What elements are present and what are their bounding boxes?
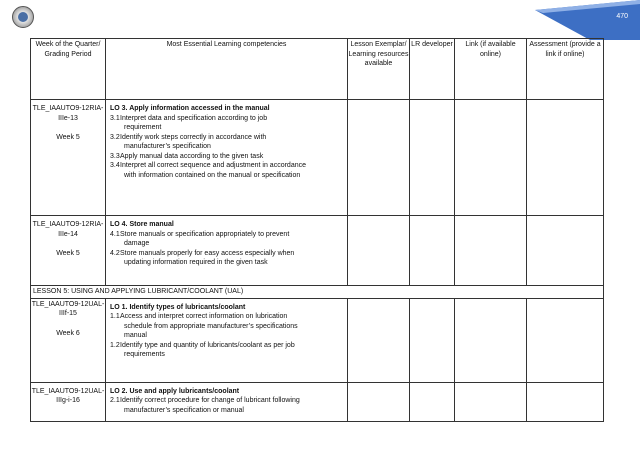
table-row (31, 100, 604, 216)
item-text-cont: updating information required in the given task (124, 259, 268, 266)
item-number: 3.1 (110, 114, 120, 122)
code-cell (31, 382, 106, 421)
lesson-cell (348, 216, 410, 286)
item-text: Identify work steps correctly in accordance with (120, 133, 267, 141)
table-row (31, 382, 604, 421)
item-text: Identify correct procedure for change of lubricant following (120, 397, 300, 404)
list-item (110, 230, 343, 249)
item-text-cont: manufacturer’s specification (124, 143, 211, 150)
item-text-cont: schedule from appropriate manufacturer’s specifications (124, 322, 298, 330)
item-number: 3.2 (110, 133, 120, 141)
item-text: Access and interpret correct information on lubrication (120, 313, 288, 320)
assessment-cell (527, 100, 604, 216)
lesson-cell (348, 298, 410, 382)
deped-seal-logo (12, 6, 34, 28)
assessment-cell (527, 216, 604, 286)
item-number: 4.2 (110, 249, 120, 257)
item-text: Interpret data and specification according to job (120, 114, 268, 122)
lesson-row (31, 286, 604, 299)
week-label: Week 6 (56, 329, 80, 337)
link-cell (455, 382, 527, 421)
item-number: 1.1 (110, 313, 120, 320)
list-item (110, 312, 343, 341)
header-link: Link (if available online) (455, 39, 527, 100)
list-item (110, 341, 343, 360)
list-item (110, 152, 343, 162)
list-item (110, 114, 343, 133)
list-item (110, 396, 343, 415)
lo-title: LO 2. Use and apply lubricants/coolant (110, 387, 240, 395)
item-text: Store manuals or specification appropriately to prevent (120, 230, 290, 238)
item-text: Interpret all correct sequence and adjustment in accordance (120, 162, 306, 169)
list-item (110, 249, 343, 268)
lr-cell (410, 382, 455, 421)
lo-title: LO 1. Identify types of lubricants/coolant (110, 303, 246, 311)
assessment-cell (527, 298, 604, 382)
link-cell (455, 216, 527, 286)
item-text: Identify type and quantity of lubricants/coolant as per job (120, 341, 295, 349)
header-row (31, 39, 604, 100)
list-item (110, 161, 343, 180)
header-week: Week of the Quarter/ Grading Period (31, 39, 106, 100)
header-assessment: Assessment (provide a link if online) (527, 39, 604, 100)
link-cell (455, 298, 527, 382)
lesson-cell (348, 382, 410, 421)
page-number: 470 (616, 13, 628, 20)
item-number: 2.1 (110, 397, 120, 404)
corner-banner (535, 0, 640, 40)
item-number: 1.2 (110, 341, 120, 349)
lr-cell (410, 298, 455, 382)
week-label: Week 5 (56, 134, 80, 141)
competency-code: TLE_IAAUTO9-12UAL-IIIg-i-16 (31, 387, 105, 404)
header-lesson-exemplar: Lesson Exemplar/ Learning resources available (348, 39, 410, 100)
code-cell (31, 298, 106, 382)
competency-cell (106, 100, 348, 216)
assessment-cell (527, 382, 604, 421)
link-cell (455, 100, 527, 216)
item-text: Store manuals properly for easy access especially when (120, 249, 295, 257)
week-label: Week 5 (56, 250, 80, 257)
lr-cell (410, 100, 455, 216)
item-number: 3.4 (110, 162, 120, 169)
table-row (31, 298, 604, 382)
competency-cell (106, 382, 348, 421)
item-text-cont: requirement (124, 124, 162, 131)
competency-code: TLE_IAAUTO9-12RIA-IIIe-14 (32, 221, 104, 238)
competency-code: TLE_IAAUTO9-12RIA-IIIe-13 (32, 105, 104, 122)
table-row (31, 216, 604, 286)
mel-table (30, 38, 604, 422)
lo-title: LO 3. Apply information accessed in the manual (110, 105, 270, 112)
competency-code: TLE_IAAUTO9-12UAL-IIIf-15 (31, 300, 105, 317)
competency-cell (106, 216, 348, 286)
item-text: Apply manual data according to the given task (120, 152, 264, 160)
item-number: 4.1 (110, 230, 120, 238)
item-text-cont: damage (124, 240, 150, 247)
code-cell (31, 100, 106, 216)
item-text-cont: manufacturer’s specification or manual (124, 406, 244, 414)
lesson-cell (348, 100, 410, 216)
item-text-cont: requirements (124, 351, 165, 358)
competency-cell (106, 298, 348, 382)
header-competencies: Most Essential Learning competencies (106, 39, 348, 100)
lr-cell (410, 216, 455, 286)
list-item (110, 133, 343, 152)
item-text-cont: manual (124, 332, 147, 339)
lesson-title: LESSON 5: USING AND APPLYING LUBRICANT/COOLANT (UAL) (31, 286, 604, 299)
item-number: 3.3 (110, 152, 120, 160)
lo-title: LO 4. Store manual (110, 221, 174, 228)
header-lr-developer: LR developer (410, 39, 455, 100)
code-cell (31, 216, 106, 286)
item-text-cont: with information contained on the manual or specification (124, 171, 301, 179)
